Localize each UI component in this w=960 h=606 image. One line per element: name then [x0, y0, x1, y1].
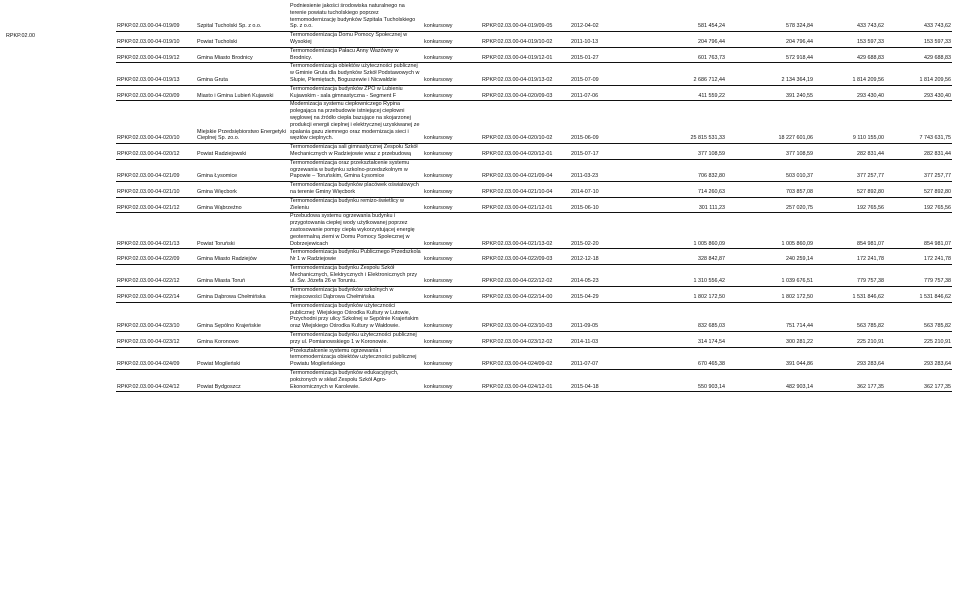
table-row [116, 159, 952, 181]
contract-number: RPKP.02.03.00-04-020/10-02 [481, 101, 570, 144]
contract-date: 2015-01-27 [570, 47, 635, 63]
selection-mode: konkursowy [423, 264, 481, 286]
total-value: 706 832,80 [635, 159, 726, 181]
selection-mode: konkursowy [423, 159, 481, 181]
eu-funding: 153 597,33 [814, 32, 885, 48]
selection-mode: konkursowy [423, 347, 481, 369]
contract-date: 2011-10-13 [570, 32, 635, 48]
contract-number: RPKP.02.03.00-04-023/12-02 [481, 332, 570, 348]
project-number: RPKP.02.03.00-04-022/09 [116, 249, 196, 265]
eligible-value: 18 227 601,06 [726, 101, 814, 144]
project-number: RPKP.02.03.00-04-021/12 [116, 197, 196, 213]
contract-date: 2015-06-10 [570, 197, 635, 213]
total-value: 670 465,38 [635, 347, 726, 369]
contract-number: RPKP.02.03.00-04-019/09-05 [481, 3, 570, 32]
selection-mode: konkursowy [423, 85, 481, 101]
eligible-value: 300 281,22 [726, 332, 814, 348]
project-number: RPKP.02.03.00-04-022/12 [116, 264, 196, 286]
contract-date: 2015-04-18 [570, 370, 635, 392]
contract-date: 2015-02-20 [570, 213, 635, 249]
contract-date: 2015-07-09 [570, 63, 635, 85]
eu-funding-paid: 377 257,77 [885, 159, 952, 181]
project-title: Termomodernizacja sali gimnastycznej Zespołu Szkół Mechanicznych w Radziejowie wraz z przebudową [289, 144, 423, 160]
project-number: RPKP.02.03.00-04-022/14 [116, 287, 196, 303]
selection-mode: konkursowy [423, 3, 481, 32]
beneficiary: Gmina Koronowo [196, 332, 289, 348]
project-title: Termomodernizacja oraz przekształcenie systemu ogrzewania w budynku szkolno-przedszkolnym w Papowie – Toruńskim, Gmina Łysomice [289, 159, 423, 181]
total-value: 1 005 860,09 [635, 213, 726, 249]
beneficiary: Gmina Więcbork [196, 182, 289, 198]
eligible-value: 751 714,44 [726, 302, 814, 331]
total-value: 301 111,23 [635, 197, 726, 213]
beneficiary: Powiat Toruński [196, 213, 289, 249]
projects-table [116, 3, 952, 392]
eu-funding-paid: 779 757,38 [885, 264, 952, 286]
project-number: RPKP.02.03.00-04-019/12 [116, 47, 196, 63]
table-row [116, 213, 952, 249]
contract-date: 2012-04-02 [570, 3, 635, 32]
contract-number: RPKP.02.03.00-04-022/09-03 [481, 249, 570, 265]
project-title: Termomodernizacja budynku Publicznego Przedszkola Nr 1 w Radziejowie [289, 249, 423, 265]
total-value: 1 310 556,42 [635, 264, 726, 286]
project-title: Termomodernizacja Domu Pomocy Społecznej w Wysokiej [289, 32, 423, 48]
eu-funding: 527 892,80 [814, 182, 885, 198]
beneficiary: Gmina Wąbrzeźno [196, 197, 289, 213]
eu-funding-paid: 854 981,07 [885, 213, 952, 249]
project-title: Termomodernizacja budynków użyteczności publicznej: Wiejskiego Ośrodka Kultury w Lutowie, Przychodni przy ulicy Szkolnej w Sępólnie Krajeńskim oraz Wiejskiego Ośrodka Kultury w Wałdowie. [289, 302, 423, 331]
project-number: RPKP.02.03.00-04-020/09 [116, 85, 196, 101]
eu-funding-paid: 429 688,83 [885, 47, 952, 63]
project-number: RPKP.02.03.00-04-021/13 [116, 213, 196, 249]
project-title: Termomodernizacja budynków placówek oświatowych na terenie Gminy Więcbork [289, 182, 423, 198]
selection-mode: konkursowy [423, 197, 481, 213]
table-row [116, 32, 952, 48]
contract-date: 2011-07-07 [570, 347, 635, 369]
eligible-value: 240 259,14 [726, 249, 814, 265]
beneficiary: Gmina Miasta Toruń [196, 264, 289, 286]
eu-funding-paid: 192 765,56 [885, 197, 952, 213]
selection-mode: konkursowy [423, 332, 481, 348]
project-number: RPKP.02.03.00-04-019/13 [116, 63, 196, 85]
project-title: Termomodernizacja obiektów użyteczności publicznej w Gminie Gruta dla budynków Szkół Podstawowych w Słupie, Plemiętach, Boguszewie i Nicwałdzie [289, 63, 423, 85]
beneficiary: Gmina Dąbrowa Chełmińska [196, 287, 289, 303]
eligible-value: 257 020,75 [726, 197, 814, 213]
selection-mode: konkursowy [423, 249, 481, 265]
table-row [116, 101, 952, 144]
beneficiary: Gmina Miasto Radziejów [196, 249, 289, 265]
eu-funding: 779 757,38 [814, 264, 885, 286]
eu-funding: 9 110 155,00 [814, 101, 885, 144]
eu-funding: 1 531 846,62 [814, 287, 885, 303]
eligible-value: 1 005 860,09 [726, 213, 814, 249]
eu-funding-paid: 293 283,64 [885, 347, 952, 369]
eligible-value: 391 240,55 [726, 85, 814, 101]
contract-date: 2014-07-10 [570, 182, 635, 198]
project-title: Termomodernizacja budynku użyteczności publicznej przy ul. Pomianowskiego 1 w Koronowie. [289, 332, 423, 348]
total-value: 411 559,22 [635, 85, 726, 101]
total-value: 377 108,59 [635, 144, 726, 160]
eu-funding-paid: 293 430,40 [885, 85, 952, 101]
eu-funding-paid: 172 241,78 [885, 249, 952, 265]
eu-funding: 172 241,78 [814, 249, 885, 265]
beneficiary: Miejskie Przedsiębiorstwo Energetyki Cieplnej Sp. zo.o. [196, 101, 289, 144]
selection-mode: konkursowy [423, 182, 481, 198]
eu-funding: 362 177,35 [814, 370, 885, 392]
total-value: 314 174,54 [635, 332, 726, 348]
project-title: Przekształcenie systemu ogrzewania i termomodernizacja obiektów użyteczności publicznej Powiatu Mogileńskiego [289, 347, 423, 369]
contract-number: RPKP.02.03.00-04-021/10-04 [481, 182, 570, 198]
table-row [116, 302, 952, 331]
contract-date: 2015-04-29 [570, 287, 635, 303]
selection-mode: konkursowy [423, 287, 481, 303]
table-row [116, 370, 952, 392]
contract-date: 2011-03-23 [570, 159, 635, 181]
contract-number: RPKP.02.03.00-04-021/13-02 [481, 213, 570, 249]
project-title: Termomodernizacja budynku Zespołu Szkół Mechanicznych, Elektrycznych i Elektronicznych przy ul. Św. Józefa 26 w Toruniu. [289, 264, 423, 286]
eligible-value: 482 903,14 [726, 370, 814, 392]
project-number: RPKP.02.03.00-04-021/09 [116, 159, 196, 181]
project-number: RPKP.02.03.00-04-023/10 [116, 302, 196, 331]
total-value: 832 685,03 [635, 302, 726, 331]
contract-number: RPKP.02.03.00-04-021/12-01 [481, 197, 570, 213]
project-title: Termomodernizacja budynków ZPO w Lubieniu Kujawskim - sala gimnastyczna - Segment F [289, 85, 423, 101]
project-number: RPKP.02.03.00-04-023/12 [116, 332, 196, 348]
eu-funding-paid: 282 831,44 [885, 144, 952, 160]
project-number: RPKP.02.03.00-04-024/09 [116, 347, 196, 369]
eu-funding-paid: 362 177,35 [885, 370, 952, 392]
eu-funding: 293 283,64 [814, 347, 885, 369]
eu-funding: 293 430,40 [814, 85, 885, 101]
eu-funding-paid: 527 892,80 [885, 182, 952, 198]
eu-funding: 429 688,83 [814, 47, 885, 63]
selection-mode: konkursowy [423, 47, 481, 63]
eligible-value: 578 324,84 [726, 3, 814, 32]
eligible-value: 2 134 364,19 [726, 63, 814, 85]
table-row [116, 144, 952, 160]
contract-number: RPKP.02.03.00-04-019/13-02 [481, 63, 570, 85]
contract-number: RPKP.02.03.00-04-023/10-03 [481, 302, 570, 331]
eligible-value: 204 796,44 [726, 32, 814, 48]
table-row [116, 287, 952, 303]
selection-mode: konkursowy [423, 302, 481, 331]
contract-date: 2011-09-05 [570, 302, 635, 331]
beneficiary: Gmina Sępólno Krajeńskie [196, 302, 289, 331]
eu-funding: 563 785,82 [814, 302, 885, 331]
table-row [116, 47, 952, 63]
contract-number: RPKP.02.03.00-04-024/09-02 [481, 347, 570, 369]
project-title: Termomodernizacja Pałacu Anny Wazówny w Brodnicy. [289, 47, 423, 63]
beneficiary: Powiat Mogileński [196, 347, 289, 369]
project-title: Podniesienie jakości środowiska naturalnego na terenie powiatu tucholskiego poprzez termomodernizację budynków Szpitala Tucholskiego Sp. z o.o. [289, 3, 423, 32]
beneficiary: Gmina Miasto Brodnicy [196, 47, 289, 63]
program-code: RPKP.02.00 [6, 33, 35, 39]
contract-number: RPKP.02.03.00-04-022/14-00 [481, 287, 570, 303]
beneficiary: Gmina Łysomice [196, 159, 289, 181]
project-title: Termomodernizacja budynku remizo-świetlicy w Zieleniu [289, 197, 423, 213]
eu-funding-paid: 7 743 631,75 [885, 101, 952, 144]
project-number: RPKP.02.03.00-04-019/09 [116, 3, 196, 32]
beneficiary: Szpital Tucholski Sp. z o.o. [196, 3, 289, 32]
eligible-value: 703 857,08 [726, 182, 814, 198]
contract-number: RPKP.02.03.00-04-019/12-01 [481, 47, 570, 63]
table-row [116, 3, 952, 32]
beneficiary: Powiat Tucholski [196, 32, 289, 48]
eu-funding-paid: 225 210,91 [885, 332, 952, 348]
eligible-value: 377 108,59 [726, 144, 814, 160]
eligible-value: 503 010,37 [726, 159, 814, 181]
eu-funding-paid: 433 743,62 [885, 3, 952, 32]
total-value: 714 260,63 [635, 182, 726, 198]
selection-mode: konkursowy [423, 213, 481, 249]
project-title: Modernizacja systemu ciepłowniczego Rypina polegająca na przebudowie istniejącej ciepłowni węglowej na źródło ciepła bazujące na skojarzonej produkcji energii cieplnej i elektrycznej uzyskiwanej ze spalania gazu ziemnego oraz modernizacja sieci i węzłów cieplnych. [289, 101, 423, 144]
selection-mode: konkursowy [423, 63, 481, 85]
project-title: Termomodernizacja budynków szkolnych w miejscowości Dąbrowa Chełmińska [289, 287, 423, 303]
eu-funding: 1 814 209,56 [814, 63, 885, 85]
eu-funding-paid: 563 785,82 [885, 302, 952, 331]
eu-funding-paid: 1 814 209,56 [885, 63, 952, 85]
table-row [116, 63, 952, 85]
selection-mode: konkursowy [423, 144, 481, 160]
project-number: RPKP.02.03.00-04-020/10 [116, 101, 196, 144]
contract-date: 2015-07-17 [570, 144, 635, 160]
eu-funding-paid: 1 531 846,62 [885, 287, 952, 303]
eu-funding: 433 743,62 [814, 3, 885, 32]
contract-number: RPKP.02.03.00-04-024/12-01 [481, 370, 570, 392]
project-number: RPKP.02.03.00-04-021/10 [116, 182, 196, 198]
total-value: 581 454,24 [635, 3, 726, 32]
total-value: 328 842,87 [635, 249, 726, 265]
selection-mode: konkursowy [423, 370, 481, 392]
contract-number: RPKP.02.03.00-04-022/12-02 [481, 264, 570, 286]
table-row [116, 264, 952, 286]
eu-funding: 377 257,77 [814, 159, 885, 181]
selection-mode: konkursowy [423, 32, 481, 48]
table-row [116, 182, 952, 198]
eu-funding: 225 210,91 [814, 332, 885, 348]
beneficiary: Miasto i Gmina Lubień Kujawski [196, 85, 289, 101]
beneficiary: Powiat Bydgoszcz [196, 370, 289, 392]
project-title: Termomodernizacja budynków edukacyjnych, położonych w skład Zespołu Szkół Agro-Ekonomicznych w Karolewie. [289, 370, 423, 392]
contract-date: 2014-11-03 [570, 332, 635, 348]
eu-funding: 192 765,56 [814, 197, 885, 213]
beneficiary: Powiat Radziejowski [196, 144, 289, 160]
table-row [116, 347, 952, 369]
contract-date: 2015-06-09 [570, 101, 635, 144]
eu-funding: 854 981,07 [814, 213, 885, 249]
contract-date: 2011-07-06 [570, 85, 635, 101]
total-value: 25 815 531,33 [635, 101, 726, 144]
eligible-value: 572 918,44 [726, 47, 814, 63]
contract-number: RPKP.02.03.00-04-019/10-02 [481, 32, 570, 48]
contract-date: 2012-12-18 [570, 249, 635, 265]
total-value: 204 796,44 [635, 32, 726, 48]
eligible-value: 1 802 172,50 [726, 287, 814, 303]
contract-number: RPKP.02.03.00-04-020/12-01 [481, 144, 570, 160]
table-row [116, 249, 952, 265]
eu-funding-paid: 153 597,33 [885, 32, 952, 48]
total-value: 601 763,73 [635, 47, 726, 63]
selection-mode: konkursowy [423, 101, 481, 144]
contract-number: RPKP.02.03.00-04-021/09-04 [481, 159, 570, 181]
contract-date: 2014-05-23 [570, 264, 635, 286]
total-value: 550 903,14 [635, 370, 726, 392]
table-row [116, 332, 952, 348]
project-number: RPKP.02.03.00-04-020/12 [116, 144, 196, 160]
contract-number: RPKP.02.03.00-04-020/09-03 [481, 85, 570, 101]
project-title: Przebudowa systemu ogrzewania budynku i przygotowania ciepłej wody użytkowanej poprzez zastosowanie pompy ciepła wykorzystującej energię geotermalną ziemi w Domu Pomocy Społecznej w Dobrzejewicach [289, 213, 423, 249]
project-number: RPKP.02.03.00-04-024/12 [116, 370, 196, 392]
table-row [116, 85, 952, 101]
eu-funding: 282 831,44 [814, 144, 885, 160]
eligible-value: 1 039 676,51 [726, 264, 814, 286]
eligible-value: 391 044,86 [726, 347, 814, 369]
beneficiary: Gmina Gruta [196, 63, 289, 85]
total-value: 1 802 172,50 [635, 287, 726, 303]
table-row [116, 197, 952, 213]
project-number: RPKP.02.03.00-04-019/10 [116, 32, 196, 48]
total-value: 2 686 712,44 [635, 63, 726, 85]
